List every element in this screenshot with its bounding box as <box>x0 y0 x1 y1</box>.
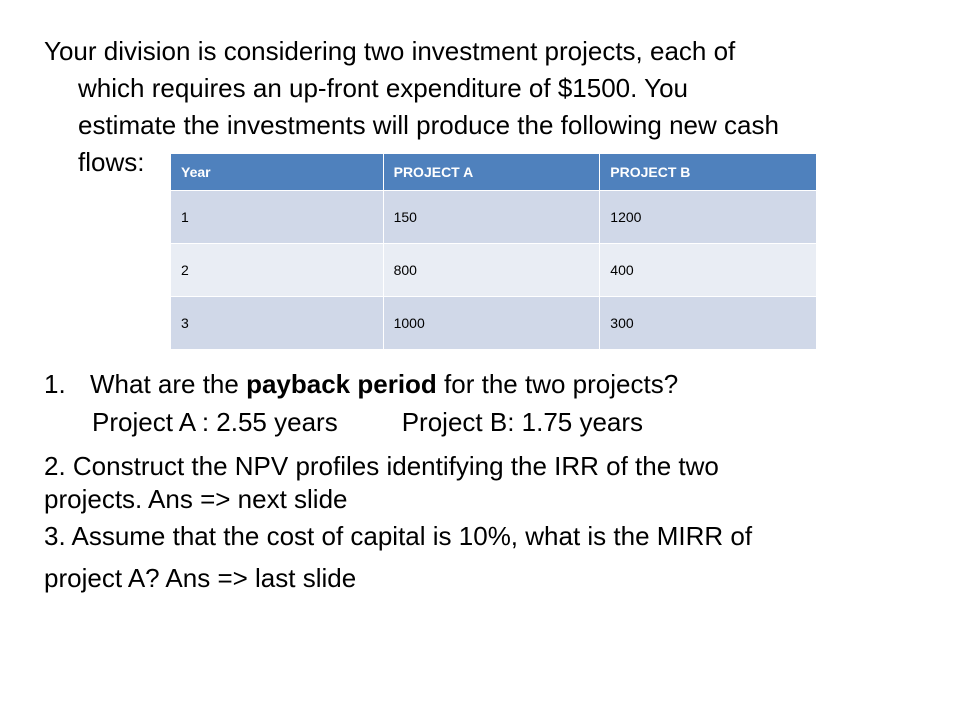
header-project-a: PROJECT A <box>383 154 600 191</box>
intro-line-1: Your division is considering two investment projects, each of <box>44 36 736 66</box>
question-2-line-2: projects. Ans => next slide <box>44 484 348 514</box>
cell-project-a: 150 <box>383 191 600 244</box>
cell-year: 3 <box>171 297 384 350</box>
table-row <box>171 297 817 350</box>
cell-year: 2 <box>171 244 384 297</box>
table-row <box>171 244 817 297</box>
question-1 <box>44 366 678 403</box>
question-3-line-2: project A? Ans => last slide <box>44 563 357 593</box>
question-2-line-1: 2. Construct the NPV profiles identifying the IRR of the two <box>44 451 719 481</box>
header-year: Year <box>171 154 384 191</box>
answer-project-b: Project B: 1.75 years <box>401 407 644 437</box>
cell-project-b: 1200 <box>600 191 817 244</box>
cell-project-a: 800 <box>383 244 600 297</box>
question-1-text-after: for the two projects? <box>436 369 679 399</box>
table-header-row <box>171 154 817 191</box>
question-3-line-1: 3. Assume that the cost of capital is 10%, what is the MIRR of <box>44 521 753 551</box>
cell-project-a: 1000 <box>383 297 600 350</box>
cell-year: 1 <box>171 191 384 244</box>
header-project-b: PROJECT B <box>600 154 817 191</box>
answer-project-a: Project A : 2.55 years <box>92 407 338 437</box>
intro-line-3: estimate the investments will produce the following new cash <box>78 110 779 140</box>
question-1-number: 1. <box>44 369 66 399</box>
table-row <box>171 191 817 244</box>
cash-flow-table <box>170 153 817 350</box>
question-1-bold-term: payback period <box>246 369 437 399</box>
question-1-text-before: What are the <box>90 369 247 399</box>
intro-line-4: flows: <box>78 147 145 177</box>
cell-project-b: 400 <box>600 244 817 297</box>
intro-line-2: which requires an up-front expenditure of $1500. You <box>78 73 688 103</box>
question-1-answer <box>92 404 643 441</box>
cell-project-b: 300 <box>600 297 817 350</box>
